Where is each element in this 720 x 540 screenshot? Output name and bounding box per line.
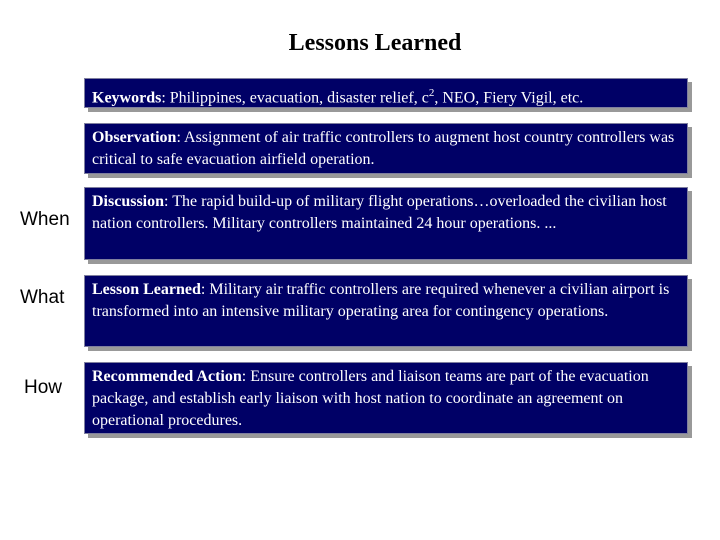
discussion-box: [84, 187, 688, 260]
observation-text: : Assignment of air traffic controllers to augment host country controllers was critical to safe evacuation airfield operation.: [92, 129, 675, 168]
keywords-label: Keywords: [92, 89, 162, 107]
lesson-learned-text: : Military air traffic controllers are required whenever a civilian airport is transformed into an intensive military operating area for contingency operations.: [92, 281, 670, 320]
how-label: How: [24, 377, 63, 398]
recommended-action-label: Recommended Action: [92, 368, 242, 385]
recommended-action-box: [84, 362, 688, 434]
observation-label: Observation: [92, 129, 177, 146]
keywords-superscript: 2: [428, 87, 435, 99]
discussion-text: : The rapid build-up of military flight operations…overloaded the civilian host nation controllers. Military controllers maintained 24 hour operations. ...: [92, 193, 667, 232]
what-label: What: [20, 287, 65, 308]
keywords-text: : Philippines, evacuation, disaster relief, c: [161, 89, 429, 107]
recommended-action-text: : Ensure controllers and liaison teams are part of the evacuation package, and establish early liaison with host nation to coordinate an agreement on operational procedures.: [92, 368, 649, 429]
discussion-label: Discussion: [92, 193, 165, 210]
keywords-box: [84, 78, 688, 108]
keywords-text-end: , NEO, Fiery Vigil, etc.: [434, 89, 584, 107]
observation-box: [84, 123, 688, 174]
lesson-learned-label: Lesson Learned: [92, 281, 201, 298]
lesson-learned-box: [84, 275, 688, 347]
page-title: Lessons Learned: [288, 30, 462, 56]
when-label: When: [20, 209, 70, 230]
